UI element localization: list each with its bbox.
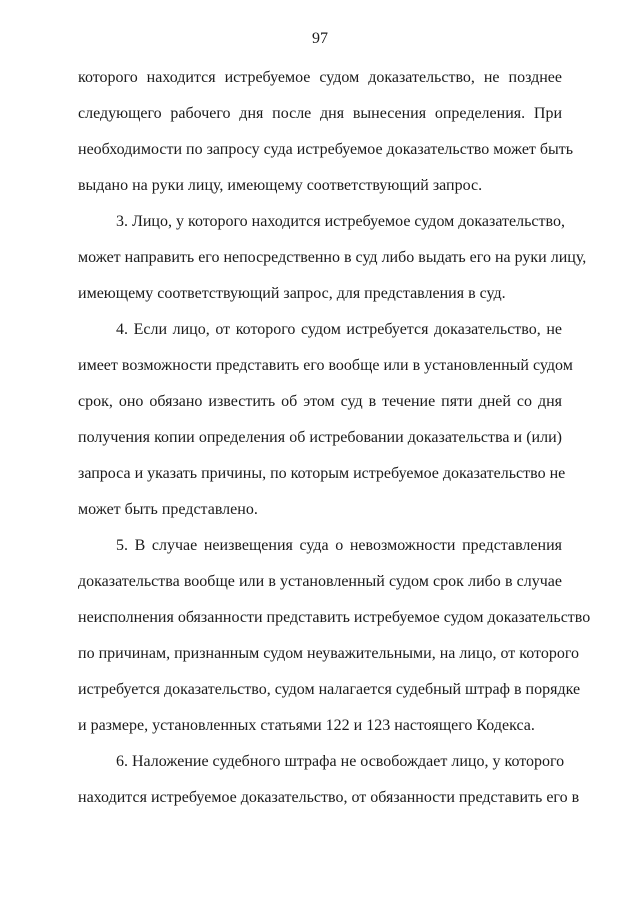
text-line: 5. В случае неизвещения суда о невозможности представления	[116, 537, 562, 554]
text-line: может направить его непосредственно в суд либо выдать его на руки лицу,	[78, 249, 587, 266]
text-line: доказательства вообще или в установленный судом срок либо в случае	[78, 573, 562, 590]
text-line: находится истребуемое доказательство, от обязанности представить его в	[78, 789, 580, 806]
text-line: имеющему соответствующий запрос, для представления в суд.	[78, 285, 506, 302]
text-line: получения копии определения об истребовании доказательства и (или)	[78, 429, 562, 446]
text-line: запроса и указать причины, по которым истребуемое доказательство не	[78, 465, 566, 482]
text-line: 4. Если лицо, от которого судом истребуется доказательство, не	[116, 321, 562, 338]
text-line: выдано на руки лицу, имеющему соответствующий запрос.	[78, 177, 483, 194]
text-line: неисполнения обязанности представить истребуемое судом доказательство	[78, 609, 591, 626]
text-line: истребуется доказательство, судом налагается судебный штраф в порядке	[78, 681, 581, 698]
page-number: 97	[312, 30, 328, 47]
text-line: срок, оно обязано известить об этом суд в течение пяти дней со дня	[78, 393, 562, 410]
text-line: следующего рабочего дня после дня вынесения определения. При	[78, 105, 562, 122]
text-line: по причинам, признанным судом неуважительными, на лицо, от которого	[78, 645, 579, 662]
text-line: имеет возможности представить его вообще или в установленный судом	[78, 357, 573, 374]
text-line: которого находится истребуемое судом доказательство, не позднее	[78, 69, 562, 86]
text-line: 3. Лицо, у которого находится истребуемое судом доказательство,	[116, 213, 565, 230]
text-line: 6. Наложение судебного штрафа не освобождает лицо, у которого	[116, 753, 565, 770]
text-line: и размере, установленных статьями 122 и 123 настоящего Кодекса.	[78, 717, 535, 734]
text-line: может быть представлено.	[78, 501, 258, 518]
text-line: необходимости по запросу суда истребуемое доказательство может быть	[78, 141, 574, 158]
